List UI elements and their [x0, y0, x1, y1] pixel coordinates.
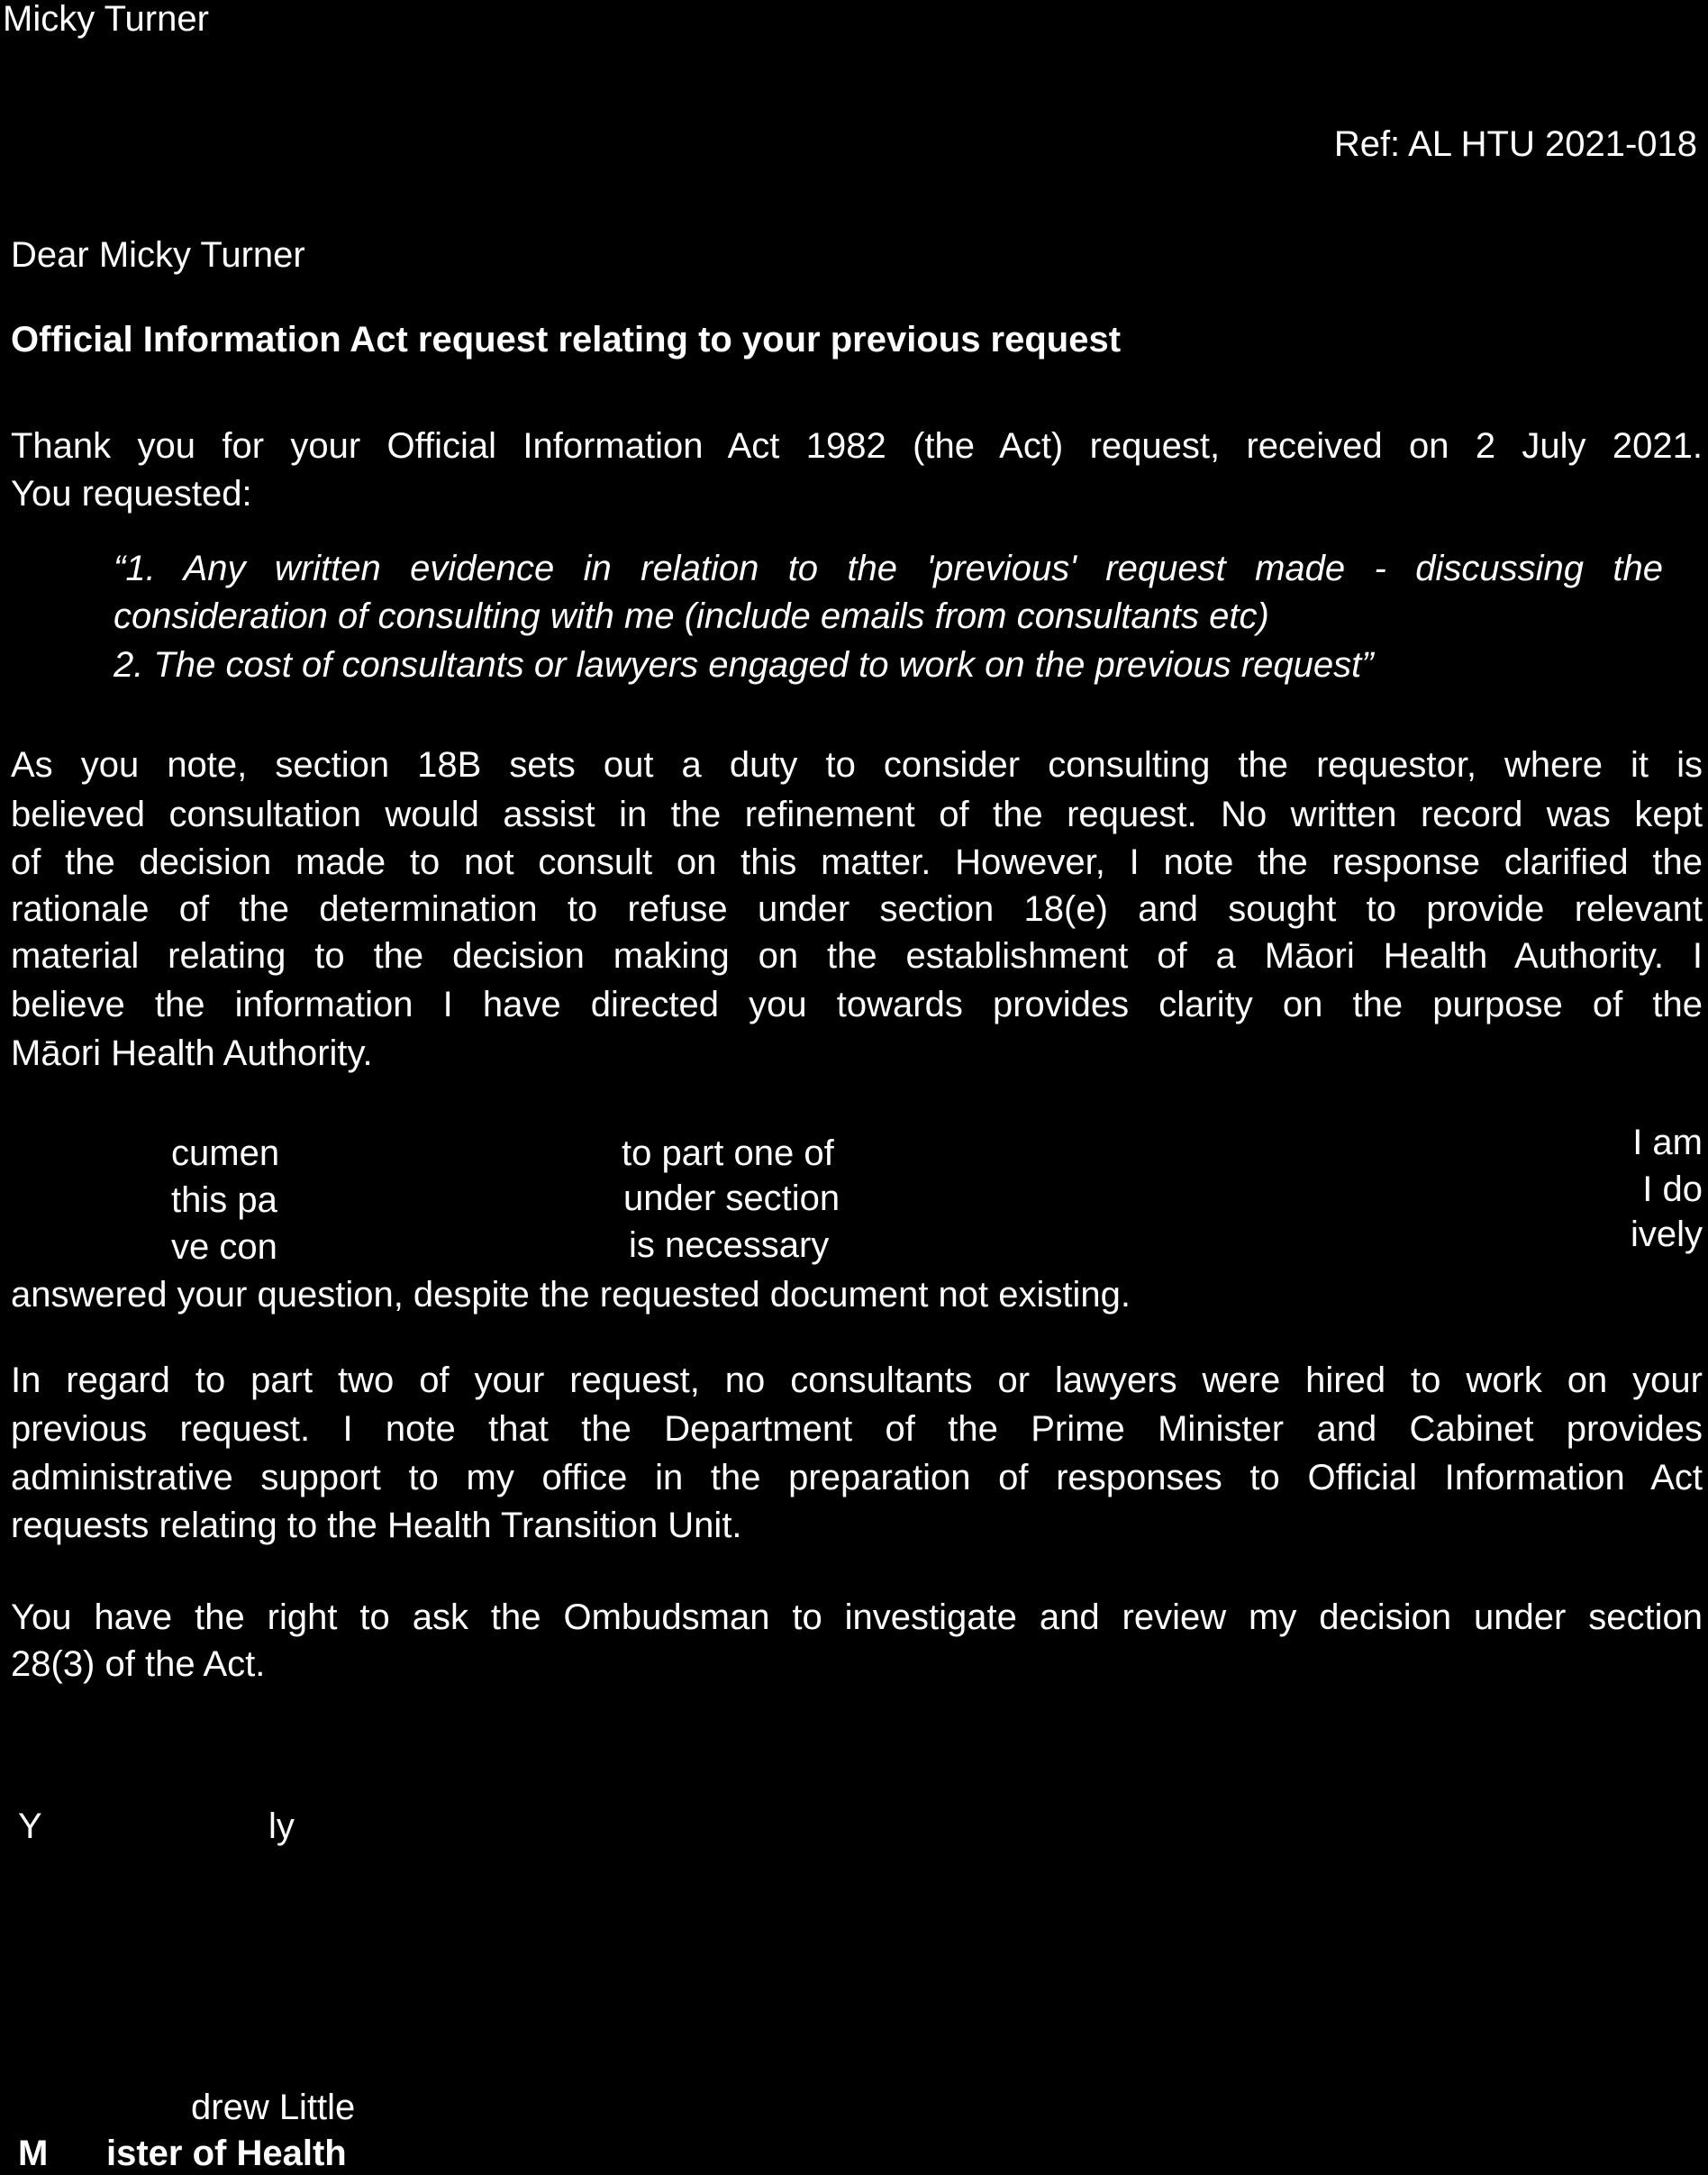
paragraph-line: previous request. I note that the Department of the Prime Minister and Cabinet provides: [11, 1409, 1703, 1449]
reference-number: Ref: AL HTU 2021-018: [1333, 124, 1697, 164]
intro-line: You requested:: [11, 474, 252, 514]
redacted-fragment: I am: [1632, 1123, 1703, 1162]
recipient-name: Micky Turner: [3, 0, 209, 39]
paragraph-line: In regard to part two of your request, no consultants or lawyers were hired to work on your: [11, 1361, 1703, 1400]
redacted-fragment: ve con: [171, 1227, 277, 1267]
paragraph-line: rationale of the determination to refuse under section 18(e) and sought to provide relevant: [11, 889, 1703, 929]
intro-line: Thank you for your Official Information Act 1982 (the Act) request, received on 2 July 2021.: [11, 426, 1703, 466]
paragraph-line: answered your question, despite the requested document not existing.: [11, 1275, 1131, 1315]
paragraph-line: You have the right to ask the Ombudsman to investigate and review my decision under section: [11, 1597, 1703, 1637]
quote-line: 2. The cost of consultants or lawyers engaged to work on the previous request”: [114, 645, 1374, 685]
paragraph-line: material relating to the decision making on the establishment of a Māori Health Authority. I: [11, 936, 1703, 976]
paragraph-line: believed consultation would assist in the refinement of the request. No written record was kept: [11, 795, 1703, 834]
redacted-fragment: cumen: [171, 1133, 280, 1173]
paragraph-line: Māori Health Authority.: [11, 1033, 373, 1073]
closing-fragment: Y: [18, 1806, 42, 1846]
paragraph-line: of the decision made to not consult on this matter. However, I note the response clarified the: [11, 842, 1703, 882]
signatory-title: ister of Health: [106, 2134, 347, 2173]
redacted-fragment: is necessary: [629, 1225, 830, 1265]
paragraph-line: administrative support to my office in the preparation of responses to Official Information Act: [11, 1458, 1703, 1497]
redacted-fragment: I do: [1642, 1169, 1703, 1209]
signatory-name: drew Little: [191, 2088, 356, 2127]
paragraph-line: requests relating to the Health Transition Unit.: [11, 1506, 742, 1545]
redacted-fragment: to part one of: [622, 1133, 834, 1173]
closing-fragment: ly: [268, 1806, 295, 1846]
quote-line: consideration of consulting with me (include emails from consultants etc): [114, 596, 1269, 636]
subject-heading: Official Information Act request relating to your previous request: [11, 320, 1122, 359]
redacted-fragment: under section: [623, 1179, 840, 1218]
redacted-fragment: this pa: [171, 1180, 277, 1220]
quote-line: “1. Any written evidence in relation to the 'previous' request made - discussing the: [114, 549, 1663, 588]
paragraph-line: As you note, section 18B sets out a duty to consider consulting the requestor, where it is: [11, 745, 1703, 785]
paragraph-line: 28(3) of the Act.: [11, 1644, 266, 1684]
redacted-fragment: ively: [1630, 1215, 1703, 1254]
paragraph-line: believe the information I have directed you towards provides clarity on the purpose of the: [11, 985, 1703, 1024]
salutation: Dear Micky Turner: [11, 235, 305, 275]
signatory-title: M: [18, 2134, 49, 2173]
